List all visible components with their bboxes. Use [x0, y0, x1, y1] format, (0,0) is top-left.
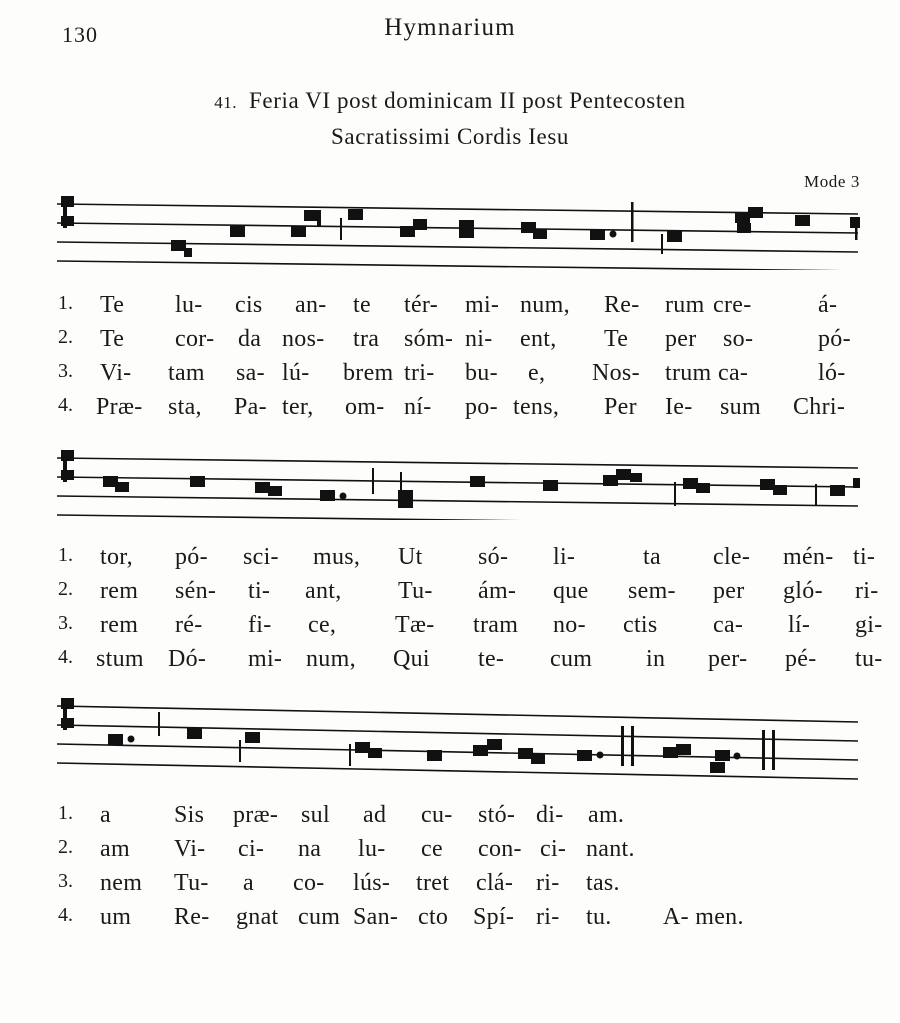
syllable: gi- — [855, 612, 883, 638]
lyric-row — [58, 802, 864, 836]
syllable: tas. — [586, 870, 620, 896]
amen-text: A- men. — [663, 904, 744, 930]
syllable: cle- — [713, 544, 751, 570]
syllable: li- — [553, 544, 576, 570]
syllable: um — [100, 904, 132, 930]
syllable: gnat — [236, 904, 279, 930]
lyric-row — [58, 326, 864, 360]
syllable: só- — [478, 544, 509, 570]
lyric-row — [58, 836, 864, 870]
syllable: sén- — [175, 578, 217, 604]
syllable: am. — [588, 802, 625, 828]
syllable: Per — [604, 394, 637, 420]
syllable: ca- — [713, 612, 744, 638]
syllable: con- — [478, 836, 522, 862]
syllable: te — [353, 292, 371, 318]
syllable: trum — [665, 360, 712, 386]
syllable: lú- — [282, 360, 310, 386]
syllable: Vi- — [174, 836, 206, 862]
verse-number: 3. — [58, 612, 73, 634]
lyrics-block-2 — [58, 544, 883, 680]
syllable: ám- — [478, 578, 517, 604]
syllable: ctis — [623, 612, 658, 638]
syllable: nem — [100, 870, 143, 896]
syllable: mén- — [783, 544, 834, 570]
syllable: cis — [235, 292, 263, 318]
syllable: Re- — [174, 904, 210, 930]
lyric-row — [58, 292, 864, 326]
syllable: Ut — [398, 544, 423, 570]
syllable: an- — [295, 292, 327, 318]
syllable: ad — [363, 802, 387, 828]
syllable: e, — [528, 360, 546, 386]
folio-number: 130 — [62, 22, 98, 47]
verse-number: 3. — [58, 870, 73, 892]
syllable: lu- — [175, 292, 203, 318]
verse-number: 2. — [58, 836, 73, 858]
verse-number: 1. — [58, 292, 73, 314]
verse-number: 4. — [58, 394, 73, 416]
syllable: Qui — [393, 646, 430, 672]
hymn-title-line-2: Sacratissimi Cordis Iesu — [331, 124, 569, 149]
syllable: ti- — [248, 578, 271, 604]
syllable: gló- — [783, 578, 823, 604]
syllable: cum — [550, 646, 593, 672]
syllable: nant. — [586, 836, 635, 862]
syllable: fi- — [248, 612, 272, 638]
syllable: pó- — [818, 326, 851, 352]
lyric-row — [58, 612, 883, 646]
syllable: Ie- — [665, 394, 693, 420]
syllable: Tæ- — [395, 612, 435, 638]
verse-number: 1. — [58, 544, 73, 566]
syllable: ta — [643, 544, 661, 570]
syllable: Spí- — [473, 904, 515, 930]
syllable: pé- — [785, 646, 817, 672]
syllable: ci- — [540, 836, 567, 862]
syllable: Chri- — [793, 394, 846, 420]
syllable: Dó- — [168, 646, 207, 672]
syllable: ent, — [520, 326, 557, 352]
syllable: ré- — [175, 612, 203, 638]
syllable: Præ- — [96, 394, 143, 420]
hymn-title-text: Feria VI post dominicam II post Pentecosten — [249, 88, 686, 113]
syllable: sa- — [236, 360, 265, 386]
syllable: co- — [293, 870, 325, 896]
lyric-row — [58, 904, 864, 938]
syllable: a — [243, 870, 254, 896]
verse-number: 4. — [58, 904, 73, 926]
syllable: da — [238, 326, 262, 352]
syllable: ca- — [718, 360, 749, 386]
syllable: pó- — [175, 544, 208, 570]
syllable: tér- — [404, 292, 439, 318]
syllable: ri- — [855, 578, 879, 604]
mode-label: Mode 3 — [803, 172, 860, 191]
syllable: tor, — [100, 544, 133, 570]
syllable: Te — [100, 292, 125, 318]
hymn-number: 41. — [214, 93, 237, 112]
syllable: tu. — [586, 904, 612, 930]
lyric-row — [58, 646, 883, 680]
syllable: tri- — [404, 360, 435, 386]
syllable: Tu- — [398, 578, 433, 604]
syllable: lús- — [353, 870, 391, 896]
syllable: cum — [298, 904, 341, 930]
syllable: no- — [553, 612, 586, 638]
syllable: San- — [353, 904, 399, 930]
syllable: stó- — [478, 802, 516, 828]
syllable: que — [553, 578, 589, 604]
staff-2 — [55, 440, 860, 512]
syllable: ce, — [308, 612, 337, 638]
verse-number: 2. — [58, 326, 73, 348]
syllable: po- — [465, 394, 498, 420]
syllable: sci- — [243, 544, 279, 570]
syllable: rem — [100, 612, 139, 638]
syllable: lu- — [358, 836, 386, 862]
verse-number: 4. — [58, 646, 73, 668]
syllable: rum — [665, 292, 705, 318]
syllable: cto — [418, 904, 449, 930]
syllable: om- — [345, 394, 385, 420]
syllable: tra — [353, 326, 380, 352]
syllable: tam — [168, 360, 205, 386]
syllable: cu- — [421, 802, 453, 828]
syllable: ti- — [853, 544, 876, 570]
lyric-row — [58, 870, 864, 904]
syllable: per — [665, 326, 697, 352]
syllable: ci- — [238, 836, 265, 862]
syllable: ló- — [818, 360, 846, 386]
syllable: tu- — [855, 646, 883, 672]
syllable: ter, — [282, 394, 314, 420]
syllable: mi- — [465, 292, 500, 318]
syllable: am — [100, 836, 130, 862]
syllable: sóm- — [404, 326, 454, 352]
syllable: Nos- — [592, 360, 640, 386]
syllable: sum — [720, 394, 761, 420]
syllable: stum — [96, 646, 144, 672]
lyrics-block-1 — [58, 292, 864, 428]
syllable: tram — [473, 612, 519, 638]
syllable: Sis — [174, 802, 205, 828]
syllable: Vi- — [100, 360, 132, 386]
syllable: tret — [416, 870, 450, 896]
staff-3 — [55, 692, 860, 764]
hymn-title-line-1 — [0, 88, 900, 114]
syllable: ant, — [305, 578, 342, 604]
lyrics-block-3 — [58, 802, 864, 938]
syllable: di- — [536, 802, 564, 828]
syllable: per — [713, 578, 745, 604]
lyric-row — [58, 578, 879, 612]
syllable: nos- — [282, 326, 325, 352]
syllable: á- — [818, 292, 838, 318]
syllable: ce — [421, 836, 443, 862]
syllable: in — [646, 646, 666, 672]
verse-number: 2. — [58, 578, 73, 600]
syllable: brem — [343, 360, 394, 386]
lyric-row — [58, 544, 876, 578]
syllable: Re- — [604, 292, 640, 318]
syllable: Te — [604, 326, 629, 352]
syllable: mi- — [248, 646, 283, 672]
syllable: ri- — [536, 870, 560, 896]
syllable: bu- — [465, 360, 498, 386]
syllable: te- — [478, 646, 505, 672]
lyric-row — [58, 394, 864, 428]
syllable: sul — [301, 802, 330, 828]
syllable: sem- — [628, 578, 676, 604]
syllable: ní- — [404, 394, 432, 420]
syllable: tens, — [513, 394, 560, 420]
syllable: a — [100, 802, 111, 828]
syllable: præ- — [233, 802, 279, 828]
syllable: mus, — [313, 544, 361, 570]
syllable: Tu- — [174, 870, 209, 896]
staff-1 — [55, 190, 860, 262]
syllable: na — [298, 836, 322, 862]
syllable: num, — [520, 292, 570, 318]
syllable: num, — [306, 646, 356, 672]
syllable: cor- — [175, 326, 215, 352]
syllable: ni- — [465, 326, 493, 352]
syllable: sta, — [168, 394, 202, 420]
syllable: lí- — [788, 612, 811, 638]
syllable: per- — [708, 646, 748, 672]
syllable: ri- — [536, 904, 560, 930]
syllable: Te — [100, 326, 125, 352]
running-head: Hymnarium — [384, 14, 516, 41]
verse-number: 3. — [58, 360, 73, 382]
syllable: clá- — [476, 870, 514, 896]
syllable: Pa- — [234, 394, 267, 420]
lyric-row — [58, 360, 864, 394]
syllable: rem — [100, 578, 139, 604]
syllable: so- — [723, 326, 754, 352]
verse-number: 1. — [58, 802, 73, 824]
syllable: cre- — [713, 292, 752, 318]
